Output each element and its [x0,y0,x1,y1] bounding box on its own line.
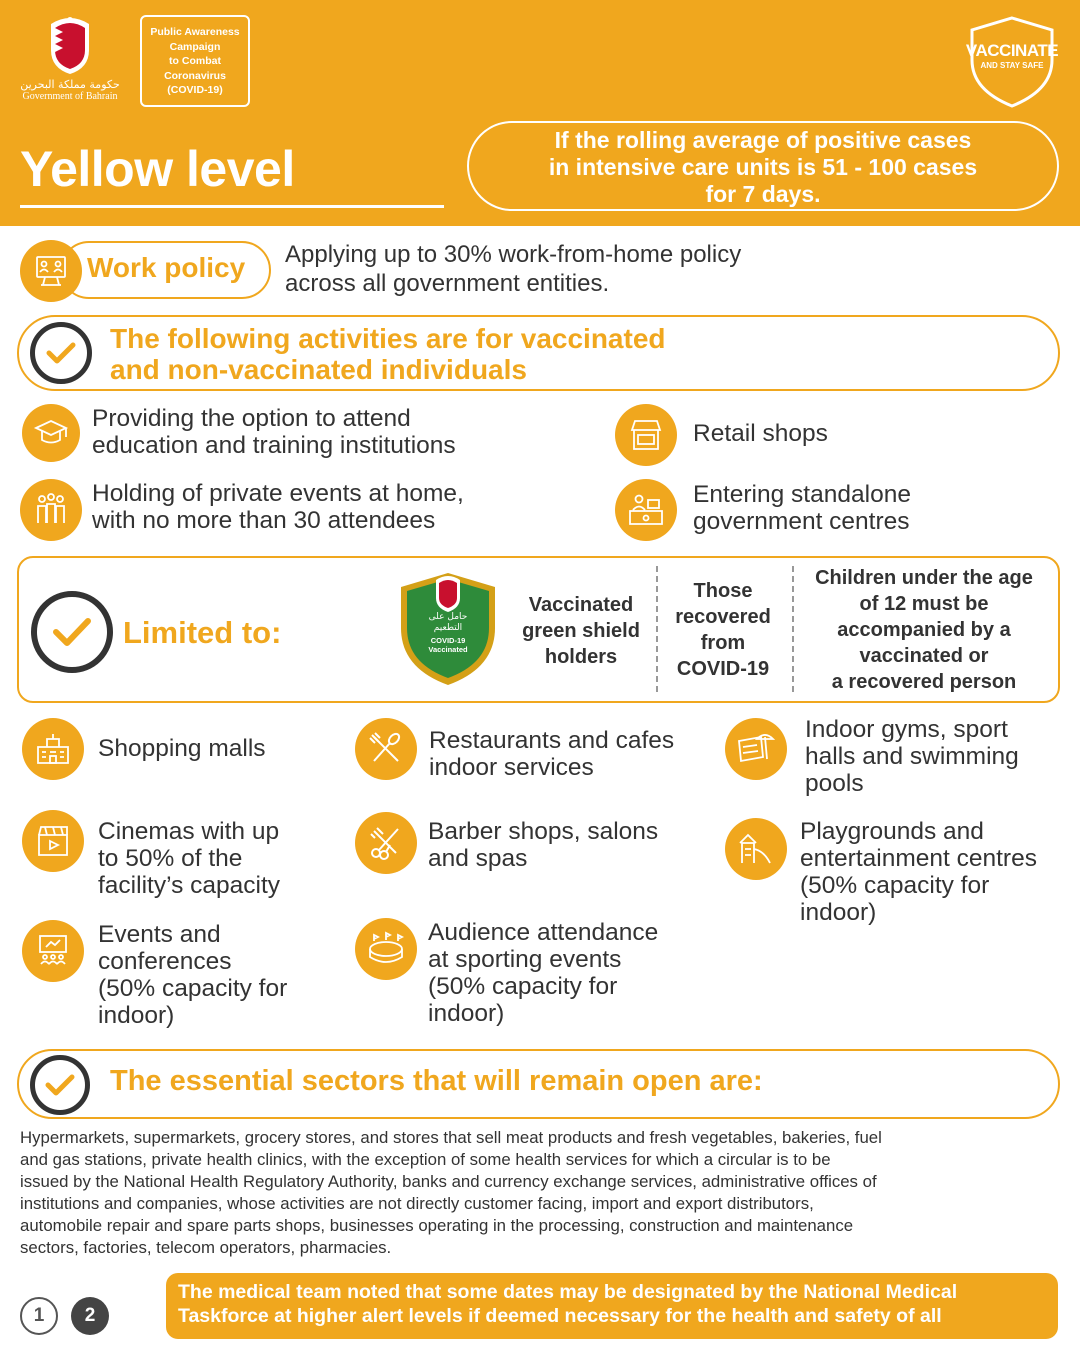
green-shield-arabic: حامل على التطعيم [428,612,468,633]
cinemas-item: Cinemas with up to 50% of the facility’s capacity [98,818,281,899]
cinema-icon [22,810,84,872]
green-shield-text: COVID-19 Vaccinated [428,636,468,654]
green-shield-holders: Vaccinated green shield holders [522,594,640,668]
events-conferences-item: Events and conferences (50% capacity for indoor) [98,921,288,1029]
work-policy-label: Work policy [87,252,246,283]
check-icon [30,322,92,384]
gym-pool-icon [725,718,787,780]
shopping-mall-icon [22,718,84,780]
all-individuals-title: The following activities are for vaccinated and non-vaccinated individuals [110,323,666,385]
page-2-button[interactable]: 2 [71,1297,109,1335]
playgrounds-item: Playgrounds and entertainment centres (50% capacity for indoor) [800,818,1037,926]
divider [656,566,658,692]
playground-icon [725,818,787,880]
restaurants-item: Restaurants and cafes indoor services [429,727,675,781]
gov-arabic-name: حكومة مملكة البحرين [20,78,120,91]
vaccinate-shield-badge [960,14,1064,110]
government-centres-item: Entering standalone government centres [693,481,911,535]
shopping-malls-item: Shopping malls [98,735,266,762]
children-rule: Children under the age of 12 must be accompanied by a vaccinated or a recovered person [815,567,1033,693]
restaurant-icon [355,718,417,780]
medical-team-note: The medical team noted that some dates may be designated by the National Medical Taskforce at higher alert levels if deemed necessary for the health and safety of all [166,1273,1058,1339]
conference-icon [22,920,84,982]
gyms-item: Indoor gyms, sport halls and swimming pools [805,716,1019,797]
work-policy-text: Applying up to 30% work-from-home policy across all government entities. [285,241,742,297]
government-logo [18,14,122,110]
gov-english-name: Government of Bahrain [22,91,118,102]
shop-icon [615,404,677,466]
barber-shops-item: Barber shops, salons and spas [428,818,659,872]
bahrain-emblem-icon [45,14,95,76]
barber-icon [355,812,417,874]
divider [792,566,794,692]
sporting-events-item: Audience attendance at sporting events (50% capacity for indoor) [428,919,659,1027]
campaign-badge: Public Awareness Campaign to Combat Coronavirus (COVID-19) [140,15,250,107]
check-icon [30,1055,90,1115]
page-1-button[interactable]: 1 [20,1297,58,1335]
limited-to-label: Limited to: [123,615,282,650]
government-desk-icon [615,479,677,541]
stadium-icon [355,918,417,980]
page-title: Yellow level [20,141,295,197]
education-item: Providing the option to attend education and training institutions [92,405,456,459]
title-underline [20,205,444,208]
private-events-item: Holding of private events at home, with no more than 30 attendees [92,480,464,534]
family-icon [20,479,82,541]
essential-sectors-title: The essential sectors that will remain open are: [110,1065,763,1097]
essential-sectors-text: Hypermarkets, supermarkets, grocery stores, and stores that sell meat products and fresh vegetables, bakeries, fuel and gas stations, private health clinics, with the exception of some health services for which a circular is to be issued by the National Health Regulatory Authority, banks and currency exchange services, administrative offices of institutions and companies, whose activities are not directly customer facing, import and export distributors, automobile repair and spare parts shops, businesses operating in the processing, construction and maintenance sectors, factories, telecom operators, pharmacies. [20,1128,882,1257]
stay-safe-label: AND STAY SAFE [980,61,1044,70]
graduation-cap-icon [22,404,80,462]
retail-shops-item: Retail shops [693,420,828,447]
people-screen-icon [20,240,82,302]
condition-box: If the rolling average of positive cases in intensive care units is 51 - 100 cases for 7 days. [467,121,1059,211]
recovered-individuals: Those recovered from COVID-19 [675,580,771,680]
check-icon [31,591,113,673]
vaccinate-label: VACCINATE [965,41,1059,60]
